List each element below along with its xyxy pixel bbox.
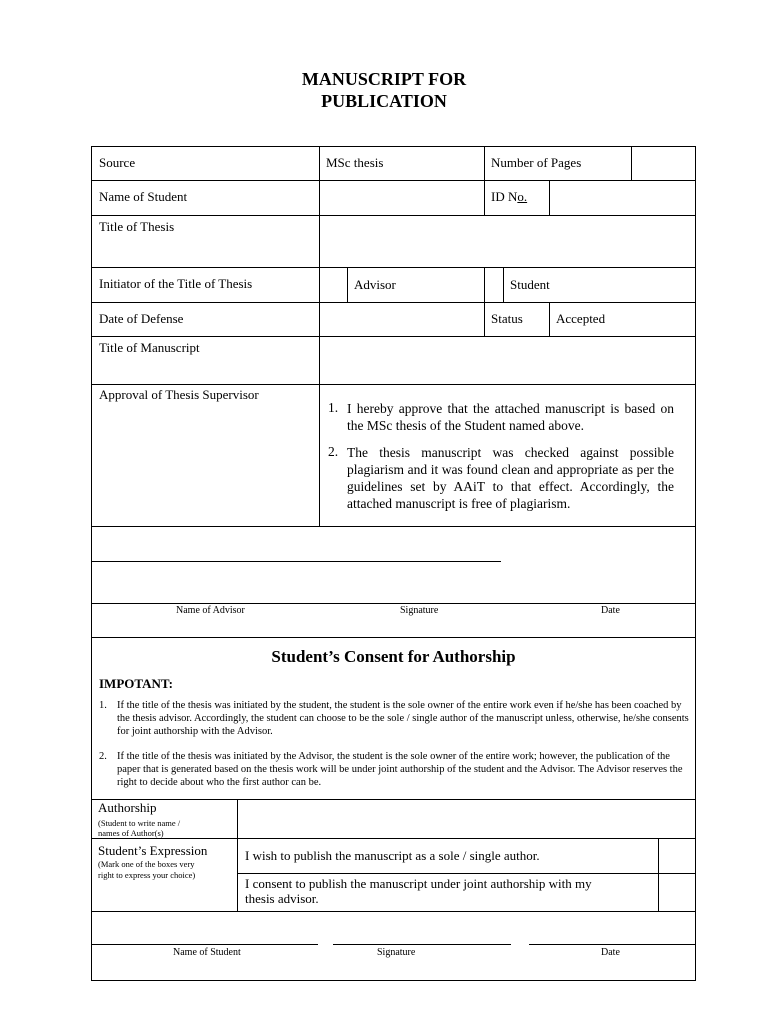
initiator-label: Initiator of the Title of Thesis [99, 276, 253, 291]
approval-item-number: 1. [328, 400, 339, 415]
sole-author-option: I wish to publish the manuscript as a sole / single author. [245, 848, 540, 863]
status-value: Accepted [556, 311, 606, 326]
expression-label: Student’s Expression [98, 843, 208, 858]
important-label: IMPOTANT: [99, 676, 173, 691]
authorship-note: names of Author(s) [98, 828, 164, 838]
row-divider [237, 873, 696, 874]
joint-author-option: I consent to publish the manuscript under joint authorship with my [245, 876, 592, 891]
row-divider [91, 838, 696, 839]
student-checkbox[interactable] [485, 268, 503, 302]
joint-author-option: thesis advisor. [245, 891, 319, 906]
student-signature-line [333, 944, 511, 945]
column-divider [503, 267, 504, 302]
id-number-label: ID No. [491, 189, 528, 204]
column-divider [484, 302, 485, 336]
student-signature-label: Signature [377, 947, 416, 958]
id-number-field[interactable] [550, 181, 695, 215]
advisor-signature-line [91, 561, 501, 562]
defense-date-label: Date of Defense [99, 311, 184, 326]
document-title [0, 68, 768, 112]
source-label: Source [99, 155, 136, 170]
consent-item-number: 1. [99, 700, 107, 711]
expression-note: (Mark one of the boxes very [98, 859, 195, 869]
student-date-label: Date [601, 947, 620, 958]
student-option-label: Student [510, 277, 550, 292]
student-date-line [529, 944, 696, 945]
number-of-pages-field[interactable] [632, 147, 695, 180]
row-divider [91, 267, 696, 268]
manuscript-title-field[interactable] [320, 337, 695, 384]
row-divider [91, 384, 696, 385]
student-name-line [91, 944, 318, 945]
column-divider [484, 146, 485, 215]
expression-note: right to express your choice) [98, 870, 196, 880]
row-divider [91, 603, 696, 604]
approval-label: Approval of Thesis Supervisor [99, 387, 259, 402]
student-name-sign-label: Name of Student [173, 947, 241, 958]
student-name-field[interactable] [320, 181, 483, 215]
manuscript-title-label: Title of Manuscript [99, 340, 200, 355]
approval-item: The thesis manuscript was checked against possible plagiarism and it was found clean and appropriate as per the guidelines set by AAiT to that effect. Accordingly, the attached manuscript is free of plagiarism. [347, 445, 674, 511]
thesis-title-field[interactable] [320, 216, 695, 267]
joint-author-checkbox[interactable] [659, 874, 695, 911]
number-of-pages-label: Number of Pages [491, 155, 582, 170]
authorship-field[interactable] [238, 800, 695, 838]
consent-item-number: 2. [99, 751, 107, 762]
consent-item: If the title of the thesis was initiated by the Advisor, the student is the sole owner of the entire work; however, the publication of the paper that is generated based on the thesis work will be under joint authorship of the student and the Advisor. The Advisor reserves the right to decide about who the first author can be. [117, 751, 683, 788]
title-line-2: PUBLICATION [321, 91, 447, 111]
advisor-checkbox[interactable] [320, 268, 347, 302]
advisor-signature-label: Signature [400, 605, 439, 616]
consent-item: If the title of the thesis was initiated by the student, the student is the sole owner of the entire work even if he/she has been coached by the thesis advisor. Accordingly, the student can choose to be the sole / single author of the manuscript unless, otherwise, he/she consents for joint authorship with the Advisor. [117, 700, 689, 737]
column-divider [549, 302, 550, 336]
advisor-option-label: Advisor [354, 277, 396, 292]
approval-item: I hereby approve that the attached manuscript is based on the MSc thesis of the Student named above. [347, 401, 674, 433]
thesis-title-label: Title of Thesis [99, 219, 175, 234]
student-name-field[interactable] [92, 912, 318, 944]
column-divider [347, 267, 348, 302]
source-value: MSc thesis [326, 155, 384, 170]
defense-date-field[interactable] [320, 303, 483, 336]
advisor-name-label: Name of Advisor [176, 605, 245, 616]
consent-heading: Student’s Consent for Authorship [271, 647, 516, 666]
status-label: Status [491, 311, 523, 326]
title-line-1: MANUSCRIPT FOR [301, 69, 467, 89]
approval-item-number: 2. [328, 444, 339, 459]
row-divider [91, 526, 696, 527]
authorship-note: (Student to write name / [98, 818, 181, 828]
row-divider [91, 637, 696, 638]
student-name-label: Name of Student [99, 189, 188, 204]
sole-author-checkbox[interactable] [659, 839, 695, 873]
advisor-date-label: Date [601, 605, 620, 616]
authorship-label: Authorship [98, 800, 157, 815]
